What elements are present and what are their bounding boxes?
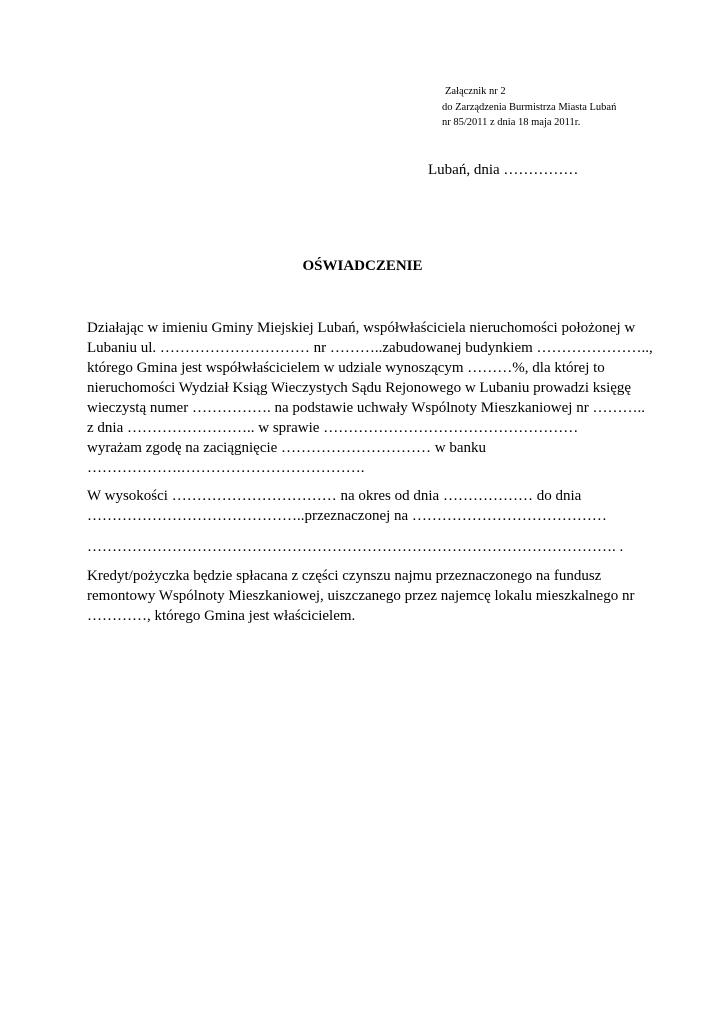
paragraph-line: …………, którego Gmina jest właścicielem.	[87, 608, 356, 624]
paragraph-line: nieruchomości Wydział Ksiąg Wieczystych Sądu Rejonowego w Lubaniu prowadzi księgę	[87, 380, 632, 396]
paragraph-line: W wysokości …………………………… na okres od dnia ……………… do dnia	[87, 488, 582, 504]
paragraph-line: wyrażam zgodę na zaciągnięcie ………………………… w banku	[87, 440, 487, 456]
paragraph-line: którego Gmina jest współwłaścicielem w udziale wynoszącym ………%, dla której to	[87, 360, 605, 376]
paragraph-line: z dnia …………………….. w sprawie ……………………………………………	[87, 420, 579, 436]
paragraph-line: wieczystą numer ……………. na podstawie uchwały Wspólnoty Mieszkaniowej nr ………..	[87, 400, 645, 416]
place-date: Lubań, dnia ……………	[428, 162, 579, 178]
paragraph-line: ……………….……………………………….	[87, 460, 365, 476]
attachment-line: Załącznik nr 2	[445, 86, 506, 97]
paragraph-line: Lubaniu ul. ………………………… nr ………..zabudowanej budynkiem …………………..,	[87, 340, 653, 356]
attachment-line: nr 85/2011 z dnia 18 maja 2011r.	[442, 117, 581, 128]
document-title: OŚWIADCZENIE	[302, 258, 423, 274]
paragraph-line: Działając w imieniu Gminy Miejskiej Lubań, współwłaściciela nieruchomości położonej w	[87, 320, 636, 336]
paragraph-line: ……………………………………………………………………………………………. .	[87, 539, 624, 555]
paragraph-line: ……………………………………..przeznaczonej na …………………………………	[87, 508, 607, 524]
paragraph-line: remontowy Wspólnoty Mieszkaniowej, uiszczanego przez najemcę lokalu mieszkalnego nr	[87, 588, 635, 604]
paragraph-line: Kredyt/pożyczka będzie spłacana z części czynszu najmu przeznaczonego na fundusz	[87, 568, 602, 584]
attachment-note	[442, 84, 616, 131]
attachment-line: do Zarządzenia Burmistrza Miasta Lubań	[442, 101, 617, 113]
